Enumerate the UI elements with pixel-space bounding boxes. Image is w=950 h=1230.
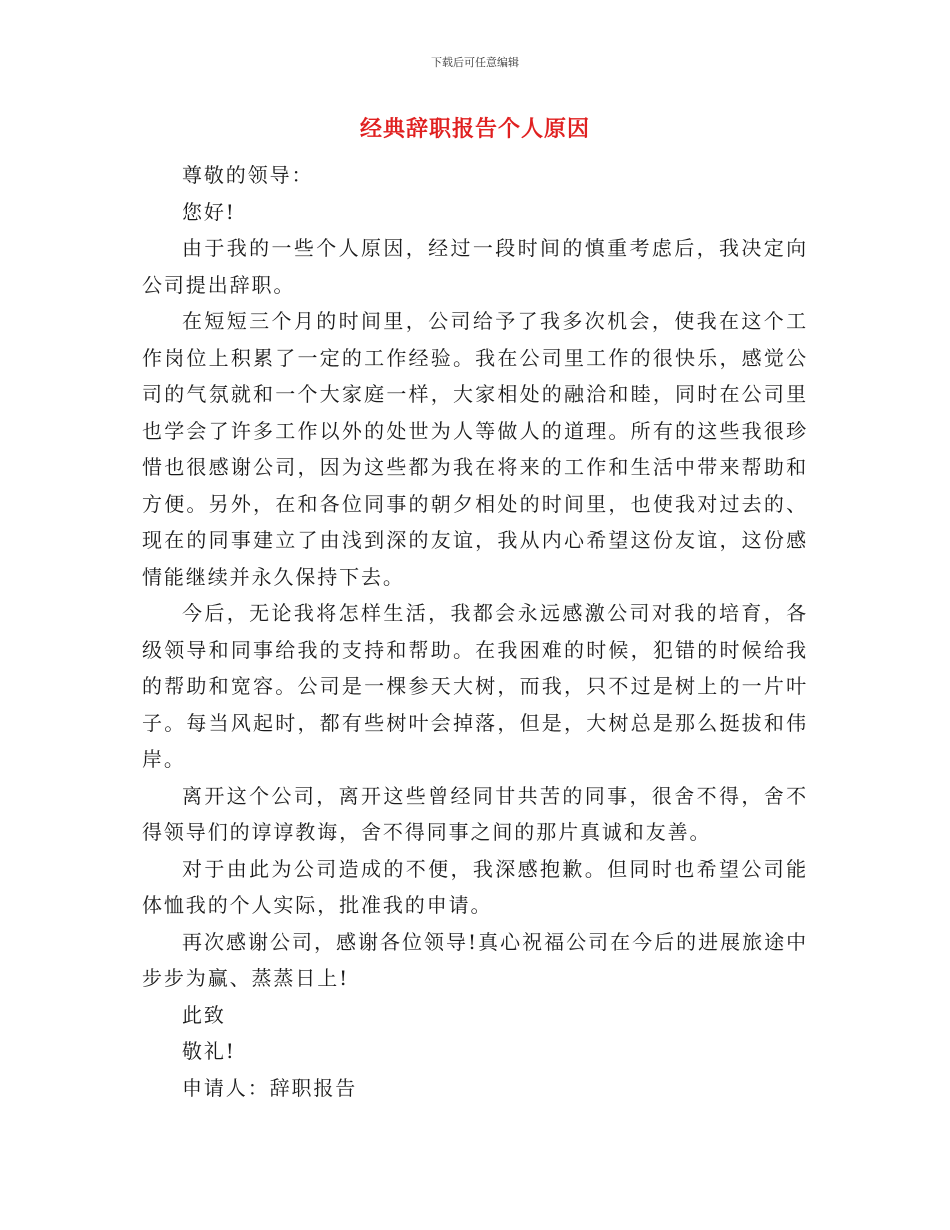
header-note: 下载后可任意编辑: [431, 56, 519, 69]
signature: 申请人：辞职报告: [182, 1075, 358, 1100]
document-body: [142, 157, 808, 1106]
greeting: 您好!: [182, 199, 236, 224]
paragraph: 在短短三个月的时间里，公司给予了我多次机会，使我在这个工作岗位上积累了一定的工作经验。我在公司里工作的很快乐，感觉公司的气氛就和一个大家庭一样，大家相处的融洽和睦，同时在公司里也学会了许多工作以外的处世为人等做人的道理。所有的这些我很珍惜也很感谢公司，因为这些都为我在将来的工作和生活中带来帮助和方便。另外，在和各位同事的朝夕相处的时间里，也使我对过去的、现在的同事建立了由浅到深的友谊，我从内心希望这份友谊，这份感情能继续并永久保持下去。: [142, 309, 808, 589]
paragraph: 离开这个公司，离开这些曾经同甘共苦的同事，很舍不得，舍不得领导们的谆谆教诲，舍不得同事之间的那片真诚和友善。: [142, 783, 808, 844]
paragraph: 由于我的一些个人原因，经过一段时间的慎重考虑后，我决定向公司提出辞职。: [142, 236, 808, 297]
document-title: 经典辞职报告个人原因: [359, 116, 590, 142]
paragraph: 对于由此为公司造成的不便，我深感抱歉。但同时也希望公司能体恤我的个人实际，批准我的申请。: [142, 856, 808, 917]
paragraph: 今后，无论我将怎样生活，我都会永远感激公司对我的培育，各级领导和同事给我的支持和帮助。在我困难的时候，犯错的时候给我的帮助和宽容。公司是一棵参天大树，而我，只不过是树上的一片叶子。每当风起时，都有些树叶会掉落，但是，大树总是那么挺拔和伟岸。: [142, 601, 808, 771]
salutation: 尊敬的领导：: [182, 163, 314, 187]
closing-line: 此致: [182, 1002, 226, 1027]
paragraph: 再次感谢公司，感谢各位领导!真心祝福公司在今后的进展旅途中步步为赢、蒸蒸日上!: [142, 929, 808, 990]
closing-salute: 敬礼!: [182, 1039, 236, 1063]
